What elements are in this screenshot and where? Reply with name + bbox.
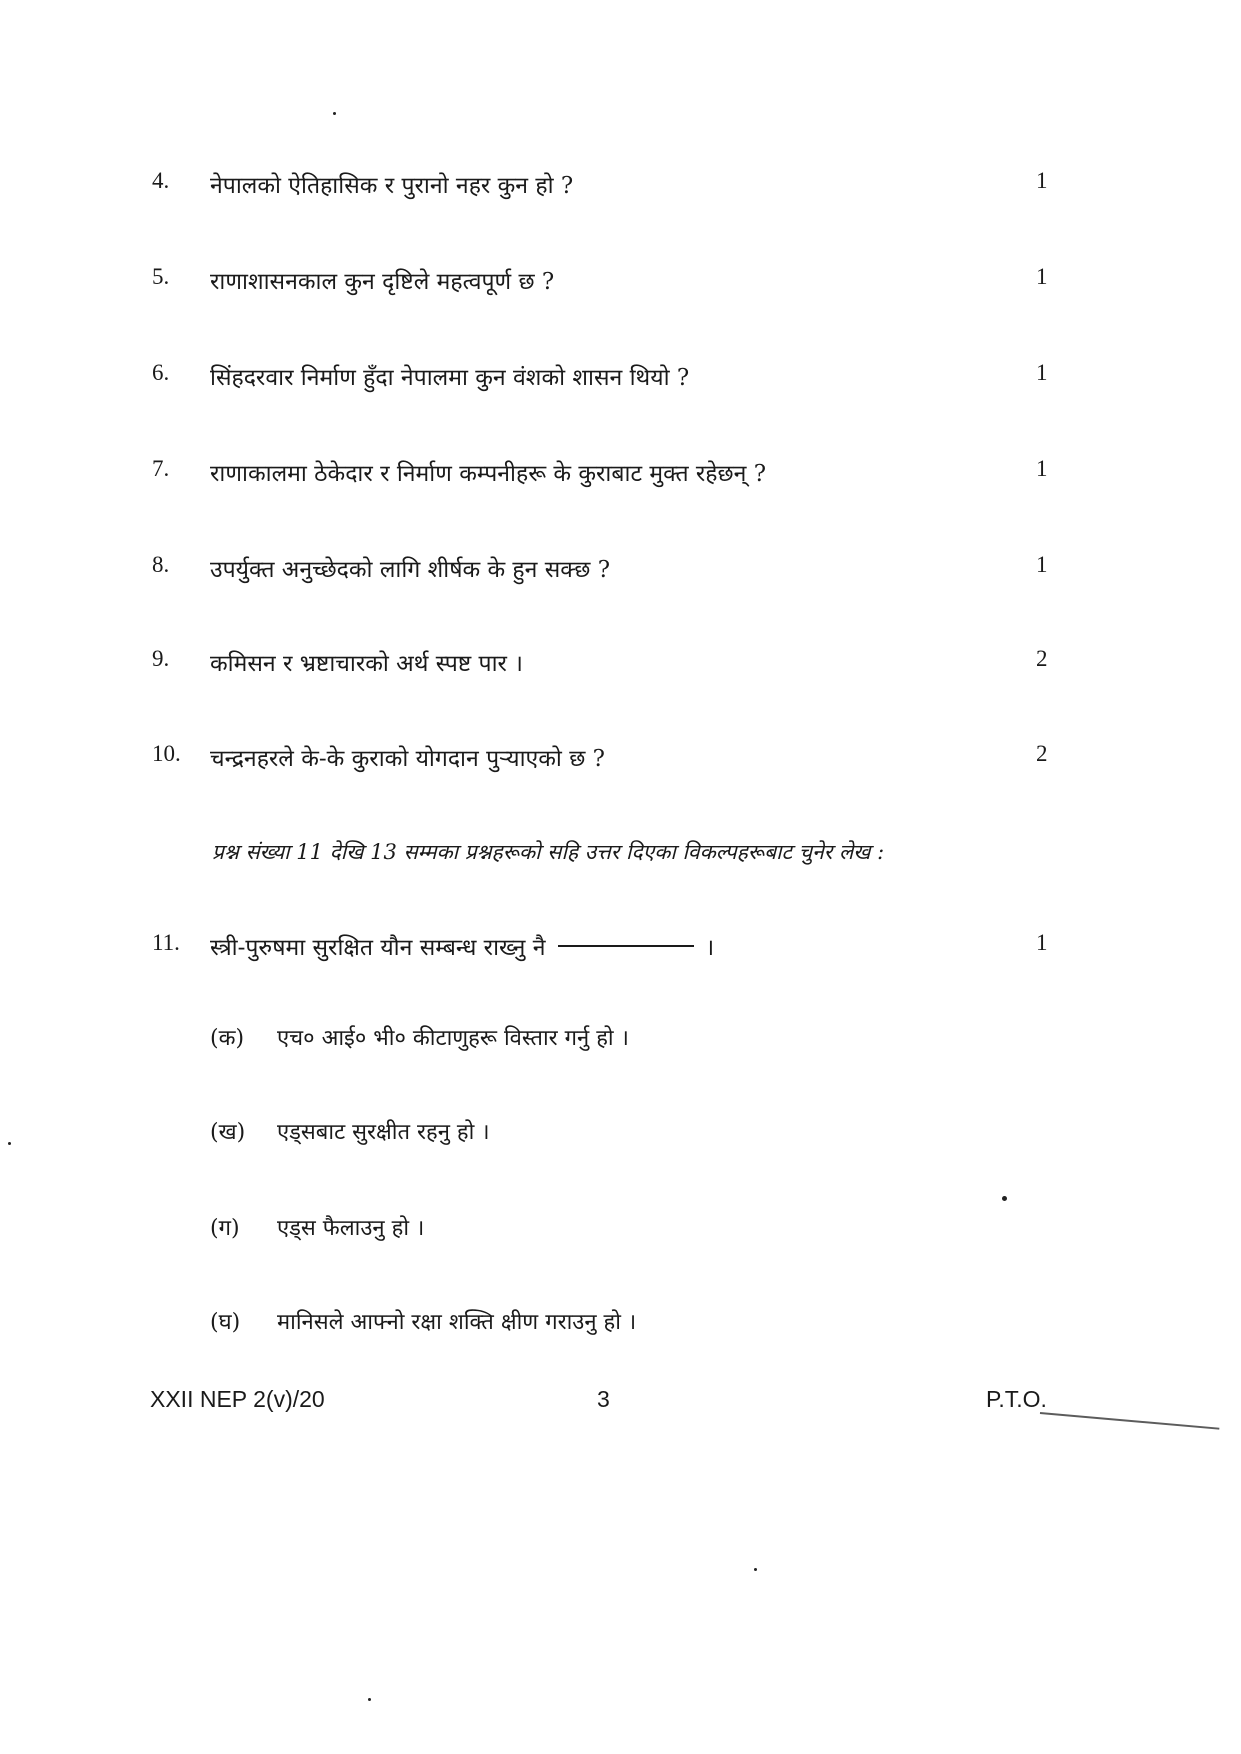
scan-speck <box>368 1698 371 1701</box>
pto-label: P.T.O. <box>986 1386 1047 1412</box>
scan-speck <box>8 1142 11 1145</box>
question-text: सिंहदरवार निर्माण हुँदा नेपालमा कुन वंशको शासन थियो ? <box>210 365 690 391</box>
question-number: 11. <box>152 930 180 955</box>
question-text-before: स्त्री-पुरुषमा सुरक्षित यौन सम्बन्ध राख्नु नै <box>210 935 546 961</box>
option-label: (घ) <box>210 1310 241 1335</box>
question-10 <box>0 741 1241 781</box>
pto-underline <box>1040 1412 1219 1430</box>
question-5 <box>0 264 1241 304</box>
question-marks: 1 <box>1036 930 1048 955</box>
question-text: चन्द्रनहरले के-के कुराको योगदान पुर्‍याएको छ ? <box>210 746 605 772</box>
question-text <box>210 930 714 962</box>
page-number: 3 <box>597 1386 610 1412</box>
question-number: 8. <box>152 552 170 577</box>
section-instruction: प्रश्न संख्या 11 देखि 13 सम्मका प्रश्नहरूको सहि उत्तर दिएका विकल्पहरूबाट चुनेर लेख : <box>212 840 885 864</box>
question-number: 9. <box>152 646 170 671</box>
question-text: नेपालको ऐतिहासिक र पुरानो नहर कुन हो ? <box>210 173 574 199</box>
option-text: मानिसले आफ्नो रक्षा शक्ति क्षीण गराउनु हो । <box>277 1310 637 1335</box>
question-7 <box>0 456 1241 496</box>
answer-blank <box>558 945 694 947</box>
question-text: राणाशासनकाल कुन दृष्टिले महत्वपूर्ण छ ? <box>210 269 555 295</box>
question-marks: 2 <box>1036 646 1048 671</box>
option-label: (ग) <box>210 1216 240 1241</box>
question-number: 7. <box>152 456 170 481</box>
option-text: एड्सबाट सुरक्षीत रहनु हो । <box>277 1120 490 1145</box>
option-kha <box>210 1116 1010 1156</box>
option-text: एड्स फैलाउनु हो । <box>277 1216 425 1241</box>
question-number: 10. <box>152 741 181 766</box>
question-9 <box>0 646 1241 686</box>
option-ka <box>210 1022 1010 1062</box>
option-label: (क) <box>210 1026 245 1051</box>
question-marks: 1 <box>1036 360 1048 385</box>
question-marks: 2 <box>1036 741 1048 766</box>
option-text: एच० आई० भी० कीटाणुहरू विस्तार गर्नु हो । <box>277 1026 629 1051</box>
option-gha <box>210 1306 1010 1346</box>
question-marks: 1 <box>1036 456 1048 481</box>
question-text-after: । <box>705 935 715 961</box>
question-marks: 1 <box>1036 168 1048 193</box>
question-marks: 1 <box>1036 264 1048 289</box>
question-text: राणाकालमा ठेकेदार र निर्माण कम्पनीहरू के कुराबाट मुक्त रहेछन् ? <box>210 461 767 487</box>
question-number: 4. <box>152 168 170 193</box>
scan-speck <box>333 112 336 115</box>
paper-code: XXII NEP 2(v)/20 <box>150 1386 325 1412</box>
question-6 <box>0 360 1241 400</box>
question-text: कमिसन र भ्रष्टाचारको अर्थ स्पष्ट पार । <box>210 651 523 677</box>
question-number: 5. <box>152 264 170 289</box>
question-number: 6. <box>152 360 170 385</box>
question-4 <box>0 168 1241 208</box>
question-marks: 1 <box>1036 552 1048 577</box>
option-label: (ख) <box>210 1120 246 1145</box>
question-text: उपर्युक्त अनुच्छेदको लागि शीर्षक के हुन सक्छ ? <box>210 557 611 583</box>
option-ga <box>210 1212 1010 1252</box>
scan-speck <box>1002 1196 1007 1201</box>
scan-speck <box>754 1568 757 1571</box>
question-8 <box>0 552 1241 592</box>
question-11 <box>0 930 1241 970</box>
